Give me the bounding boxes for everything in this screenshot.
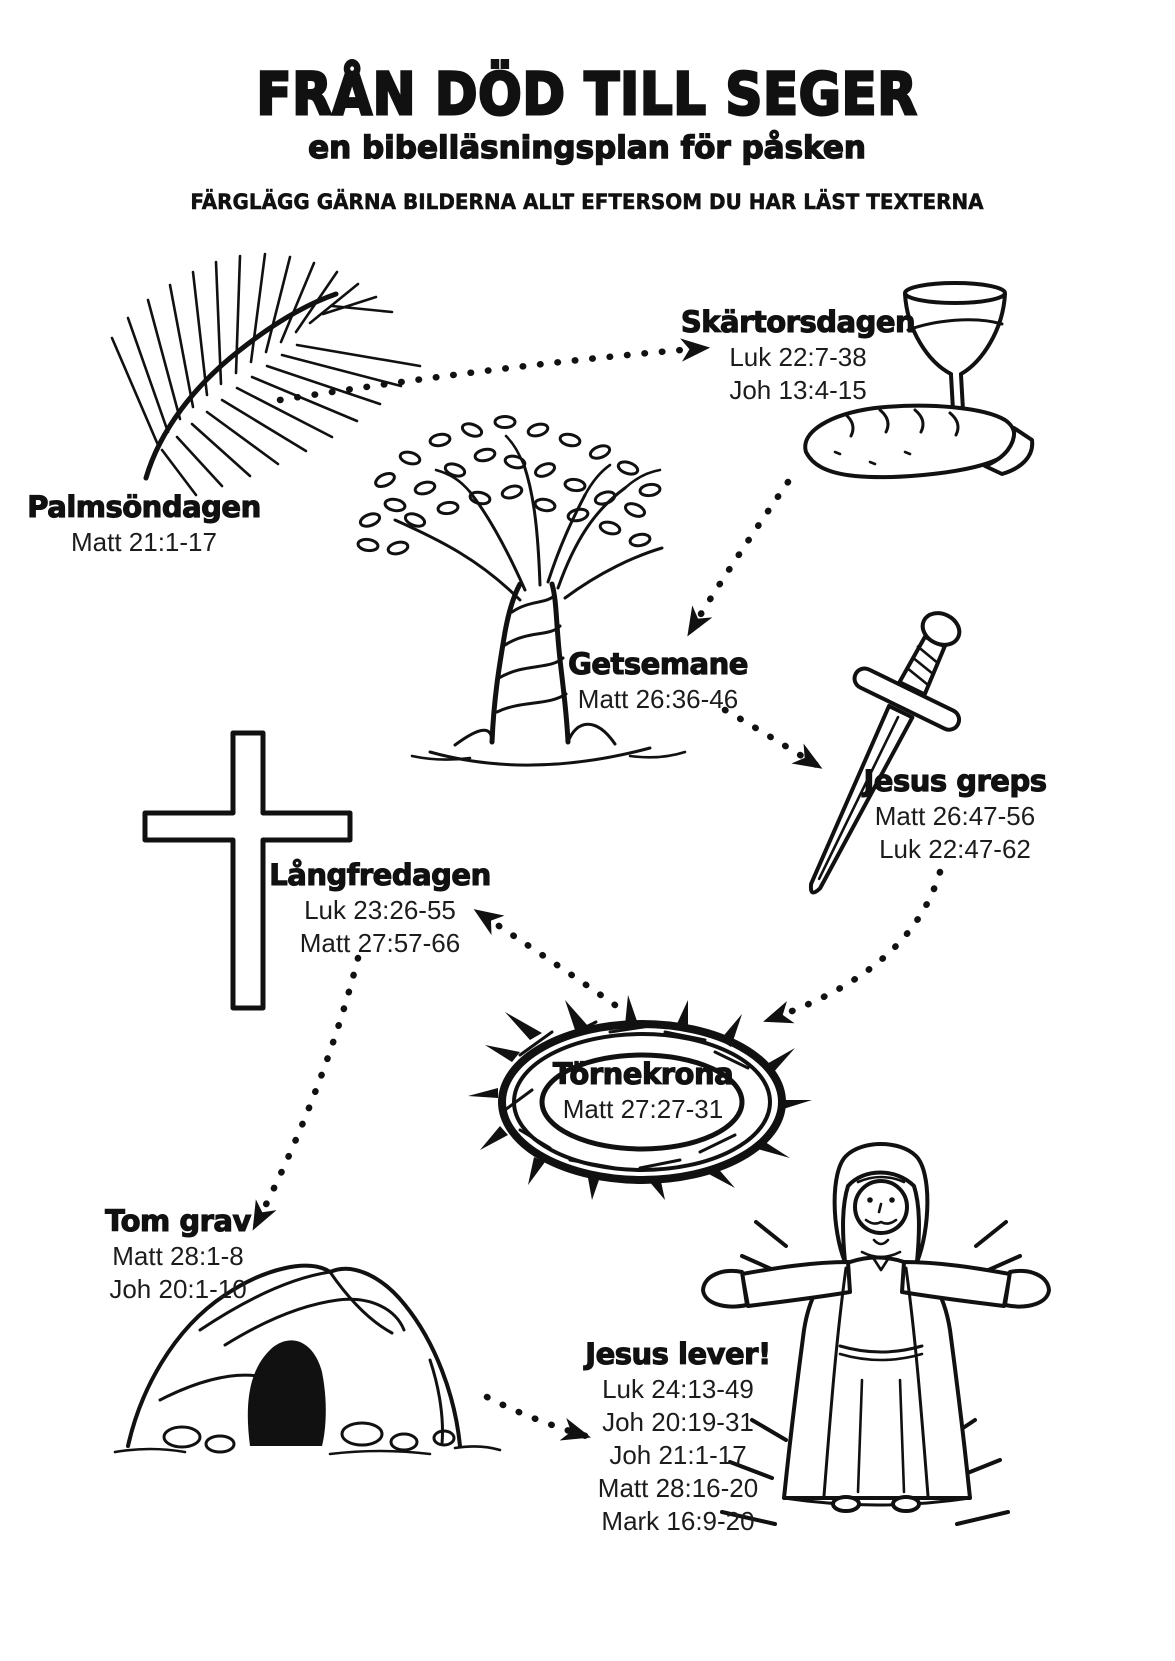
arrow-langfredagen-to-tom-grav [255,958,358,1226]
station-label: Skärtorsdagen [680,305,916,339]
station-label: Törnekrona [552,1057,734,1091]
station-label: Tom grav [105,1204,251,1238]
station-skartorsdagen [681,303,915,407]
scripture-ref: Matt 27:57-66 [299,928,461,958]
station-label: Långfredagen [269,858,491,892]
page-title: FRÅN DÖD TILL SEGER [256,60,918,128]
scripture-ref: Matt 26:47-56 [874,801,1036,831]
scripture-ref: Luk 23:26-55 [304,895,456,925]
station-getsemane [568,645,748,716]
arrow-skartorsdagen-to-getsemane [690,482,788,632]
arrow-getsemane-to-jesus-greps [725,710,818,766]
page-instruction: FÄRGLÄGG GÄRNA BILDERNA ALLT EFTERSOM DU HAR LÄST TEXTERNA [190,190,984,214]
arrow-jesus-greps-to-tornekrona [768,872,940,1020]
scripture-ref: Luk 22:47-62 [879,834,1031,864]
station-label: Palmsöndagen [27,490,261,524]
station-tornekrona [553,1055,733,1126]
station-label: Getsemane [568,647,748,681]
station-palmsondagen [27,488,260,559]
sword-icon [761,591,998,918]
scripture-ref: Joh 13:4-15 [729,375,867,405]
scripture-ref: Joh 21:1-17 [609,1440,747,1470]
scripture-ref: Mark 16:9-20 [601,1506,755,1536]
bread-icon [805,406,1032,477]
arrow-tom-grav-to-jesus-lever [487,1397,586,1436]
scripture-ref: Joh 20:19-31 [602,1407,754,1437]
station-tom-grav [105,1202,251,1306]
page-subtitle: en bibelläsningsplan för påsken [308,130,866,166]
palm-branch-icon [112,254,420,495]
scripture-ref: Joh 20:1-10 [109,1274,247,1304]
arrow-tornekrona-to-langfredagen [478,912,615,1005]
scripture-ref: Matt 27:27-31 [562,1094,724,1124]
scripture-ref: Matt 28:1-8 [112,1241,244,1271]
station-jesus-lever [585,1335,770,1538]
scripture-ref: Matt 28:16-20 [597,1473,759,1503]
scripture-ref: Matt 26:36-46 [577,684,739,714]
scripture-ref: Luk 22:7-38 [729,342,867,372]
station-label: Jesus lever! [585,1337,771,1371]
scripture-ref: Luk 24:13-49 [602,1374,754,1404]
scripture-ref: Matt 21:1-17 [71,527,217,557]
station-label: Jesus greps [863,764,1047,798]
station-jesus-greps [864,762,1047,866]
station-langfredagen [269,856,490,960]
